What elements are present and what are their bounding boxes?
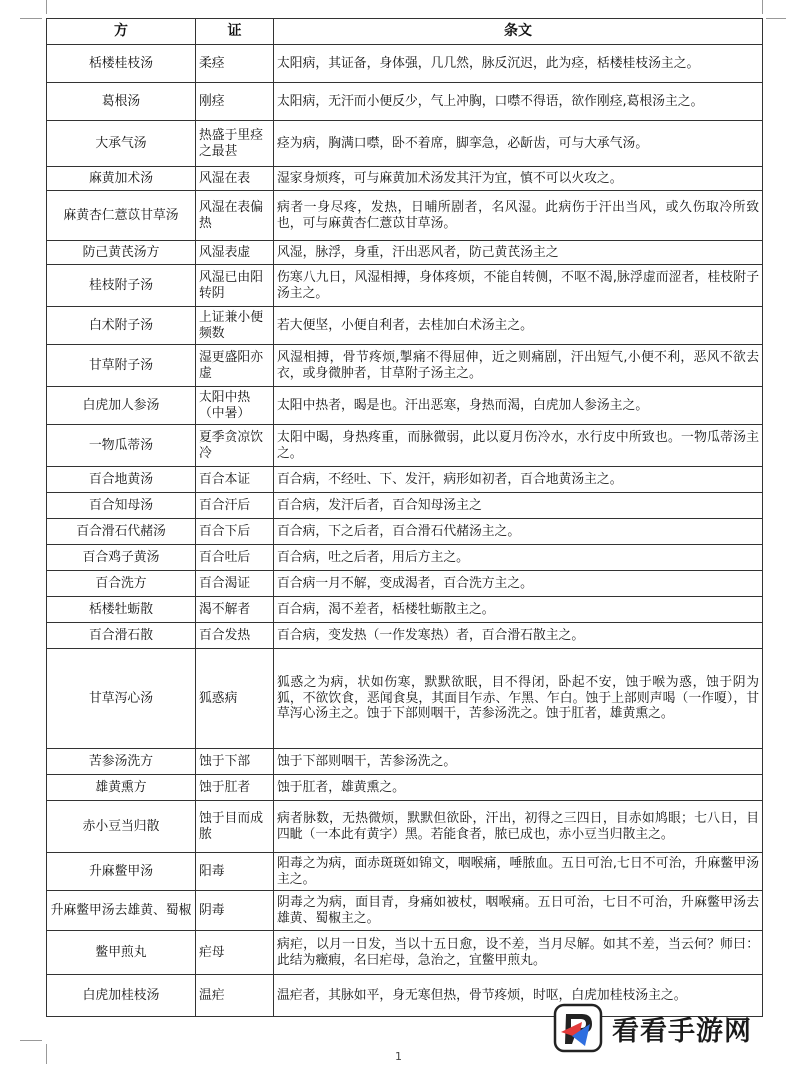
cell-fang: 甘草附子汤 bbox=[47, 345, 196, 387]
watermark bbox=[552, 1002, 752, 1054]
cell-fang: 百合滑石散 bbox=[47, 623, 196, 649]
cell-zheng: 风湿表虚 bbox=[196, 241, 274, 265]
cell-zheng: 百合汗后 bbox=[196, 493, 274, 519]
table-row bbox=[47, 121, 763, 167]
cell-tiaowen: 太阳中热者，暍是也。汗出恶寒，身热而渴，白虎加人参汤主之。 bbox=[274, 387, 763, 425]
cell-zheng: 热盛于里痉之最甚 bbox=[196, 121, 274, 167]
table-row bbox=[47, 853, 763, 891]
cell-tiaowen: 百合病，渴不差者，栝楼牡蛎散主之。 bbox=[274, 597, 763, 623]
table-row bbox=[47, 45, 763, 83]
table-row bbox=[47, 191, 763, 241]
table-row bbox=[47, 749, 763, 775]
table-row bbox=[47, 345, 763, 387]
cell-zheng: 阴毒 bbox=[196, 891, 274, 931]
cell-zheng: 百合吐后 bbox=[196, 545, 274, 571]
cell-tiaowen: 蚀于下部则咽干，苦参汤洗之。 bbox=[274, 749, 763, 775]
cell-tiaowen: 太阳病，无汗而小便反少，气上冲胸，口噤不得语，欲作刚痉,葛根汤主之。 bbox=[274, 83, 763, 121]
cell-tiaowen: 蚀于肛者，雄黄熏之。 bbox=[274, 775, 763, 801]
table-row bbox=[47, 493, 763, 519]
cell-zheng: 蚀于下部 bbox=[196, 749, 274, 775]
cell-zheng: 狐惑病 bbox=[196, 649, 274, 749]
page-number: 1 bbox=[395, 1050, 402, 1063]
cell-tiaowen: 百合病，下之后者，百合滑石代赭汤主之。 bbox=[274, 519, 763, 545]
table-row bbox=[47, 891, 763, 931]
cell-tiaowen: 太阳病，其证备，身体强，几几然，脉反沉迟，此为痉，栝楼桂枝汤主之。 bbox=[274, 45, 763, 83]
cell-tiaowen: 阴毒之为病，面目青，身痛如被杖，咽喉痛。五日可治，七日不可治，升麻鳖甲汤去雄黄、蜀椒主之。 bbox=[274, 891, 763, 931]
cell-tiaowen: 病疟，以月一日发，当以十五日愈，设不差，当月尽解。如其不差，当云何？师曰：此结为癥瘕，名曰疟母，急治之，宜鳖甲煎丸。 bbox=[274, 931, 763, 975]
header-fang: 方 bbox=[47, 19, 196, 45]
table-row bbox=[47, 167, 763, 191]
cell-tiaowen: 温疟者，其脉如平，身无寒但热，骨节疼烦，时呕，白虎加桂枝汤主之。 bbox=[274, 975, 763, 1017]
crop-mark bbox=[762, 0, 763, 14]
cell-tiaowen: 病者脉数，无热微烦，默默但欲卧，汗出，初得之三四日，目赤如鸠眼；七八日，目四眦（一本此有黄字）黑。若能食者，脓已成也，赤小豆当归散主之。 bbox=[274, 801, 763, 853]
cell-zheng: 百合下后 bbox=[196, 519, 274, 545]
cell-zheng: 太阳中热（中暑） bbox=[196, 387, 274, 425]
cell-zheng: 疟母 bbox=[196, 931, 274, 975]
cell-fang: 麻黄加术汤 bbox=[47, 167, 196, 191]
watermark-text: 看看手游网 bbox=[612, 1015, 752, 1047]
cell-tiaowen: 百合病，吐之后者，用后方主之。 bbox=[274, 545, 763, 571]
cell-fang: 百合鸡子黄汤 bbox=[47, 545, 196, 571]
table-row bbox=[47, 519, 763, 545]
crop-mark bbox=[766, 18, 786, 19]
cell-tiaowen: 若大便坚，小便自利者，去桂加白术汤主之。 bbox=[274, 307, 763, 345]
cell-zheng: 湿更盛阳亦虚 bbox=[196, 345, 274, 387]
cell-tiaowen: 太阳中暍，身热疼重，而脉微弱，此以夏月伤冷水，水行皮中所致也。一物瓜蒂汤主之。 bbox=[274, 425, 763, 467]
header-tiaowen: 条文 bbox=[274, 19, 763, 45]
table-row bbox=[47, 83, 763, 121]
table-row bbox=[47, 545, 763, 571]
cell-fang: 百合知母汤 bbox=[47, 493, 196, 519]
cell-zheng: 蚀于目而成脓 bbox=[196, 801, 274, 853]
cell-tiaowen: 百合病一月不解，变成渴者，百合洗方主之。 bbox=[274, 571, 763, 597]
cell-fang: 葛根汤 bbox=[47, 83, 196, 121]
cell-zheng: 百合本证 bbox=[196, 467, 274, 493]
cell-fang: 桂枝附子汤 bbox=[47, 265, 196, 307]
cell-zheng: 柔痉 bbox=[196, 45, 274, 83]
cell-fang: 鳖甲煎丸 bbox=[47, 931, 196, 975]
watermark-logo-icon bbox=[552, 1002, 604, 1054]
cell-zheng: 百合发热 bbox=[196, 623, 274, 649]
cell-tiaowen: 阳毒之为病，面赤斑斑如锦文，咽喉痛，唾脓血。五日可治,七日不可治，升麻鳖甲汤主之。 bbox=[274, 853, 763, 891]
cell-zheng: 渴不解者 bbox=[196, 597, 274, 623]
cell-fang: 麻黄杏仁薏苡甘草汤 bbox=[47, 191, 196, 241]
table-row bbox=[47, 387, 763, 425]
crop-mark bbox=[46, 1044, 47, 1064]
table-row bbox=[47, 571, 763, 597]
cell-tiaowen: 百合病，不经吐、下、发汗，病形如初者，百合地黄汤主之。 bbox=[274, 467, 763, 493]
cell-tiaowen: 百合病，变发热（一作发寒热）者，百合滑石散主之。 bbox=[274, 623, 763, 649]
cell-fang: 升麻鳖甲汤 bbox=[47, 853, 196, 891]
table-header-row bbox=[47, 19, 763, 45]
table-body bbox=[47, 45, 763, 1017]
cell-fang: 百合滑石代赭汤 bbox=[47, 519, 196, 545]
cell-tiaowen: 病者一身尽疼，发热，日晡所剧者，名风湿。此病伤于汗出当风，或久伤取冷所致也，可与麻黄杏仁薏苡甘草汤。 bbox=[274, 191, 763, 241]
cell-zheng: 上证兼小便频数 bbox=[196, 307, 274, 345]
crop-mark bbox=[46, 0, 47, 14]
table-row bbox=[47, 775, 763, 801]
cell-fang: 栝楼牡蛎散 bbox=[47, 597, 196, 623]
table-row bbox=[47, 307, 763, 345]
table-row bbox=[47, 597, 763, 623]
cell-zheng: 蚀于肛者 bbox=[196, 775, 274, 801]
cell-tiaowen: 伤寒八九日，风湿相搏，身体疼烦，不能自转侧，不呕不渴,脉浮虚而涩者，桂枝附子汤主之。 bbox=[274, 265, 763, 307]
crop-mark bbox=[20, 18, 42, 19]
cell-zheng: 刚痉 bbox=[196, 83, 274, 121]
cell-fang: 栝楼桂枝汤 bbox=[47, 45, 196, 83]
cell-tiaowen: 风湿相搏，骨节疼烦,掣痛不得屈伸，近之则痛剧，汗出短气,小便不利，恶风不欲去衣，或身微肿者，甘草附子汤主之。 bbox=[274, 345, 763, 387]
cell-fang: 白术附子汤 bbox=[47, 307, 196, 345]
cell-fang: 一物瓜蒂汤 bbox=[47, 425, 196, 467]
crop-mark bbox=[20, 1040, 42, 1041]
cell-fang: 升麻鳖甲汤去雄黄、蜀椒 bbox=[47, 891, 196, 931]
table-row bbox=[47, 649, 763, 749]
table-row bbox=[47, 801, 763, 853]
cell-zheng: 温疟 bbox=[196, 975, 274, 1017]
prescription-table bbox=[46, 18, 763, 1017]
cell-zheng: 百合渴证 bbox=[196, 571, 274, 597]
cell-fang: 百合洗方 bbox=[47, 571, 196, 597]
table-row bbox=[47, 265, 763, 307]
table-row bbox=[47, 241, 763, 265]
cell-tiaowen: 风湿，脉浮，身重，汗出恶风者，防己黄芪汤主之 bbox=[274, 241, 763, 265]
cell-tiaowen: 湿家身烦疼，可与麻黄加术汤发其汗为宜，慎不可以火攻之。 bbox=[274, 167, 763, 191]
cell-tiaowen: 百合病，发汗后者，百合知母汤主之 bbox=[274, 493, 763, 519]
cell-zheng: 风湿在表偏热 bbox=[196, 191, 274, 241]
cell-tiaowen: 痉为病，胸满口噤，卧不着席，脚挛急，必龂齿，可与大承气汤。 bbox=[274, 121, 763, 167]
table-row bbox=[47, 623, 763, 649]
cell-fang: 白虎加桂枝汤 bbox=[47, 975, 196, 1017]
cell-zheng: 风湿已由阳转阴 bbox=[196, 265, 274, 307]
cell-fang: 大承气汤 bbox=[47, 121, 196, 167]
header-zheng: 证 bbox=[196, 19, 274, 45]
cell-fang: 苦参汤洗方 bbox=[47, 749, 196, 775]
cell-fang: 白虎加人参汤 bbox=[47, 387, 196, 425]
cell-zheng: 风湿在表 bbox=[196, 167, 274, 191]
cell-zheng: 夏季贪凉饮冷 bbox=[196, 425, 274, 467]
cell-tiaowen: 狐惑之为病，状如伤寒，默默欲眠，目不得闭，卧起不安，蚀于喉为惑，蚀于阴为狐，不欲饮食，恶闻食臭，其面目乍赤、乍黑、乍白。蚀于上部则声喝（一作嗄），甘草泻心汤主之。蚀于下部则咽干，苦参汤洗之。蚀于肛者，雄黄熏之。 bbox=[274, 649, 763, 749]
cell-fang: 防己黄芪汤方 bbox=[47, 241, 196, 265]
cell-fang: 赤小豆当归散 bbox=[47, 801, 196, 853]
cell-fang: 甘草泻心汤 bbox=[47, 649, 196, 749]
cell-zheng: 阳毒 bbox=[196, 853, 274, 891]
cell-fang: 雄黄熏方 bbox=[47, 775, 196, 801]
table-row bbox=[47, 931, 763, 975]
cell-fang: 百合地黄汤 bbox=[47, 467, 196, 493]
table-row bbox=[47, 467, 763, 493]
table-row bbox=[47, 425, 763, 467]
